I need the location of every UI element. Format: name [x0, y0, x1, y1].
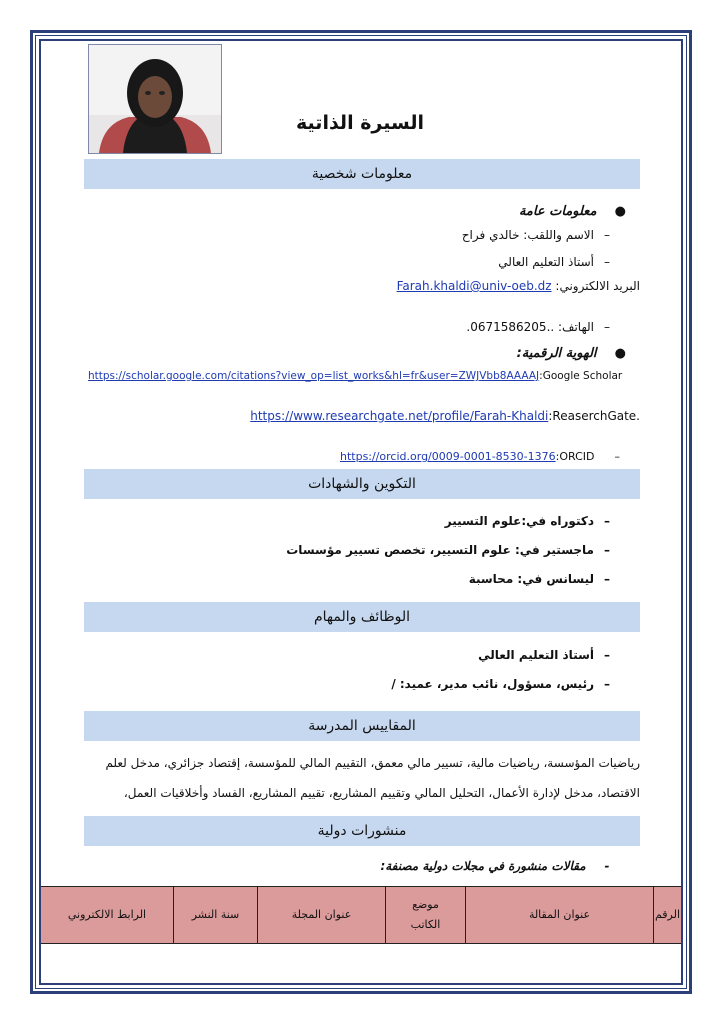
- education-item: –دكتوراه في:علوم التسيير: [445, 514, 620, 528]
- dash-icon: –: [604, 320, 610, 334]
- dash-icon: –: [604, 677, 610, 691]
- general-info-heading: ● معلومات عامة: [518, 204, 626, 219]
- dash-icon: –: [604, 255, 610, 269]
- section-header-education: التكوين والشهادات: [84, 469, 640, 499]
- publications-table-header: [41, 886, 681, 944]
- name-line: [462, 228, 620, 242]
- dash-icon: –: [604, 543, 610, 557]
- email-line: [397, 279, 640, 293]
- orcid-line: [340, 450, 620, 463]
- courses-paragraph: [80, 750, 640, 806]
- name-text: الاسم واللقب: خالدي فراح: [461, 228, 594, 242]
- researchgate-link[interactable]: https://www.researchgate.net/profile/Farah-Khaldi: [250, 409, 549, 423]
- profile-photo: [88, 44, 222, 154]
- publications-subtitle: - مقالات منشورة في مجلات دولية مصنفة:: [380, 859, 620, 873]
- rank-line: [498, 255, 620, 269]
- table-header-journal-title: عنوان المجلة: [257, 887, 385, 943]
- dash-icon: –: [604, 572, 610, 586]
- bullet-icon: ●: [614, 204, 626, 219]
- orcid-label: :ORCID: [555, 450, 595, 463]
- scholar-line: [88, 370, 622, 382]
- email-label: البريد الالكتروني:: [555, 279, 640, 293]
- section-header-personal: معلومات شخصية: [84, 159, 640, 189]
- job-item: –رئيس، مسؤول، نائب مدير، عميد: /: [391, 677, 620, 691]
- dash-icon: –: [604, 514, 610, 528]
- courses-line: الاقتصاد، مدخل لإدارة الأعمال، التحليل المالي وتقييم المشاريع، تقييم المشاريع، الفساد وأخلاقيات العمل،: [123, 786, 640, 800]
- education-item: –ماجستير في: علوم التسيير، تخصص تسيير مؤسسات: [286, 543, 620, 557]
- table-header-year: سنة النشر: [173, 887, 257, 943]
- dash-icon: –: [614, 450, 620, 463]
- phone-line: [466, 320, 620, 334]
- dash-icon: –: [604, 228, 610, 242]
- phone-text: الهاتف: ..0671586205.: [466, 320, 594, 334]
- person-portrait-icon: [89, 45, 221, 153]
- page-title: السيرة الذاتية: [296, 112, 424, 134]
- researchgate-line: [250, 409, 640, 423]
- rank-text: أستاذ التعليم العالي: [498, 255, 594, 269]
- bullet-icon: ●: [614, 346, 626, 361]
- dash-icon: –: [604, 648, 610, 662]
- section-header-jobs: الوظائف والمهام: [84, 602, 640, 632]
- table-header-link: الرابط الالكتروني: [41, 887, 173, 943]
- researchgate-label: :ReaserchGate.: [548, 409, 640, 423]
- courses-line: رياضيات المؤسسة، رياضيات مالية، تسيير مالي معمق، التقييم المالي للمؤسسة، إقتصاد جزائري، مدخل لعلم: [105, 756, 640, 770]
- scholar-label: :Google Scholar: [539, 370, 623, 382]
- digital-id-heading: ● الهوية الرقمية:: [516, 346, 626, 361]
- orcid-link[interactable]: https://orcid.org/0009-0001-8530-1376: [339, 450, 556, 463]
- section-header-publications: منشورات دولية: [84, 816, 640, 846]
- scholar-link[interactable]: https://scholar.google.com/citations?view_op=list_works&hl=fr&user=ZWJVbb8AAAAJ: [88, 370, 540, 382]
- table-header-author-position: موضع الكاتب: [385, 887, 465, 943]
- job-item: –أستاذ التعليم العالي: [478, 648, 620, 662]
- table-header-number: الرقم: [653, 887, 681, 943]
- dash-icon: -: [604, 859, 610, 873]
- table-header-article-title: عنوان المقالة: [465, 887, 653, 943]
- email-link[interactable]: Farah.khaldi@univ-oeb.dz: [396, 279, 552, 293]
- education-item: –ليسانس في: محاسبة: [469, 572, 620, 586]
- section-header-courses: المقاييس المدرسة: [84, 711, 640, 741]
